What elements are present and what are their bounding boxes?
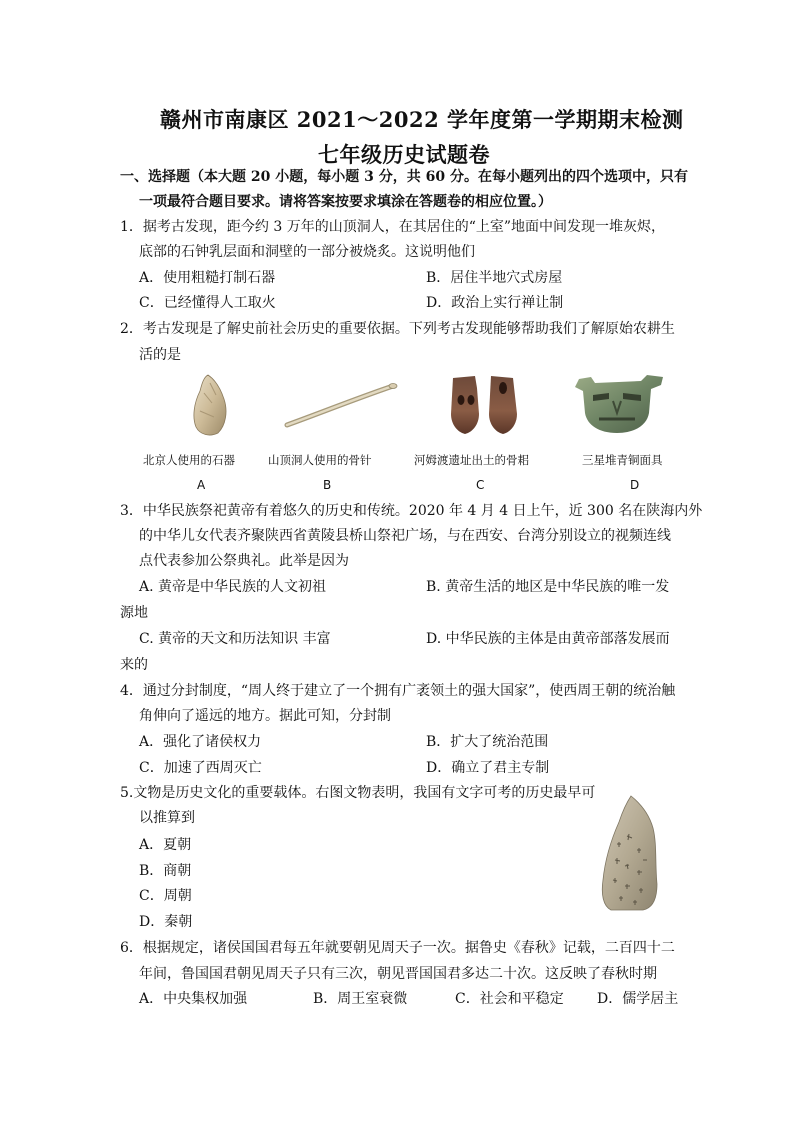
bone-spade-image <box>447 374 523 436</box>
question-6-option-a: A．中央集权加强 <box>139 991 248 1007</box>
q2-letter-c: C <box>476 478 485 492</box>
q2-caption-a: 北京人使用的石器 <box>143 453 235 467</box>
question-5-stem: 5.文物是历史文化的重要载体。右图文物表明，我国有文字可考的历史最早可 <box>120 785 596 801</box>
question-3-stem-cont: 的中华儿女代表齐聚陕西省黄陵县桥山祭祀广场，与在西安、台湾分别设立的视频连线 <box>139 528 671 544</box>
section-heading-cont: 一项最符合题目要求。请将答案按要求填涂在答题卷的相应位置。） <box>139 194 552 210</box>
q2-caption-c: 河姆渡遗址出土的骨耜 <box>414 453 529 467</box>
q2-caption-b: 山顶洞人使用的骨针 <box>268 453 372 467</box>
question-5-option-a: A．夏朝 <box>139 837 192 853</box>
question-6-option-b: B．周王室衰微 <box>313 991 408 1007</box>
question-5-option-b: B．商朝 <box>139 863 192 879</box>
exam-title: 赣州市南康区 2021～2022 学年度第一学期期末检测 <box>160 107 684 132</box>
question-1-option-d: D．政治上实行禅让制 <box>426 295 564 311</box>
q2-letter-b: B <box>323 478 332 492</box>
question-6-stem: 6．根据规定，诸侯国国君每五年就要朝见周天子一次。据鲁史《春秋》记载，二百四十二 <box>120 940 675 956</box>
exam-subtitle: 七年级历史试题卷 <box>318 142 490 167</box>
question-2-stem: 2．考古发现是了解史前社会历史的重要依据。下列考古发现能够帮助我们了解原始农耕生 <box>120 321 675 337</box>
question-5-option-c: C．周朝 <box>139 888 192 904</box>
question-6-option-c: C．社会和平稳定 <box>455 991 564 1007</box>
question-4-stem-cont: 角伸向了遥远的地方。据此可知，分封制 <box>139 708 391 724</box>
question-2-stem-cont: 活的是 <box>139 347 181 363</box>
question-1-option-b: B．居住半地穴式房屋 <box>426 270 563 286</box>
question-1-option-c: C．已经懂得人工取火 <box>139 295 276 311</box>
q2-caption-d: 三星堆青铜面具 <box>582 453 663 467</box>
question-1-stem-cont: 底部的石钟乳层面和洞壁的一部分被烧炙。这说明他们 <box>139 244 475 260</box>
question-6-stem-cont: 年间，鲁国国君朝见周天子只有三次，朝见晋国国君多达二十次。这反映了春秋时期 <box>139 966 657 982</box>
question-3-option-c: C. 黄帝的天文和历法知识 丰富 <box>139 631 331 647</box>
stone-tool-image <box>190 373 230 437</box>
question-4-option-c: C．加速了西周灭亡 <box>139 760 262 776</box>
section-heading: 一、选择题（本大题 20 小题，每小题 3 分，共 60 分。在每小题列出的四个选项中，只有 <box>120 169 688 185</box>
oracle-bone-image <box>597 794 659 912</box>
question-4-option-a: A．强化了诸侯权力 <box>139 734 262 750</box>
q2-letter-d: D <box>630 478 640 492</box>
question-4-option-d: D．确立了君主专制 <box>426 760 550 776</box>
question-5-stem-cont: 以推算到 <box>139 810 195 826</box>
question-4-option-b: B．扩大了统治范围 <box>426 734 549 750</box>
question-3-option-d-cont: 来的 <box>120 657 148 673</box>
bronze-mask-image <box>571 373 667 435</box>
question-3-option-d: D. 中华民族的主体是由黄帝部落发展而 <box>426 631 670 647</box>
question-3-option-a: A. 黄帝是中华民族的人文初祖 <box>139 579 327 595</box>
question-3-option-b: B. 黄帝生活的地区是中华民族的唯一发 <box>426 579 670 595</box>
question-3-option-b-cont: 源地 <box>120 605 148 621</box>
q2-letter-a: A <box>197 478 206 492</box>
question-1-option-a: A．使用粗糙打制石器 <box>139 270 276 286</box>
question-4-stem: 4．通过分封制度，“周人终于建立了一个拥有广袤领土的强大国家”，使西周王朝的统治触 <box>120 683 676 699</box>
question-5-option-d: D．秦朝 <box>139 914 193 930</box>
question-3-stem: 3．中华民族祭祀黄帝有着悠久的历史和传统。2020 年 4 月 4 日上午，近 300 名在陕海内外 <box>120 503 703 519</box>
question-6-option-d: D．儒学居主 <box>597 991 679 1007</box>
question-1-stem: 1．据考古发现，距今约 3 万年的山顶洞人，在其居住的“上室”地面中间发现一堆灰烬， <box>120 219 666 235</box>
question-3-stem-cont2: 点代表参加公祭典礼。此举是因为 <box>139 553 349 569</box>
bone-needle-image <box>285 381 401 429</box>
